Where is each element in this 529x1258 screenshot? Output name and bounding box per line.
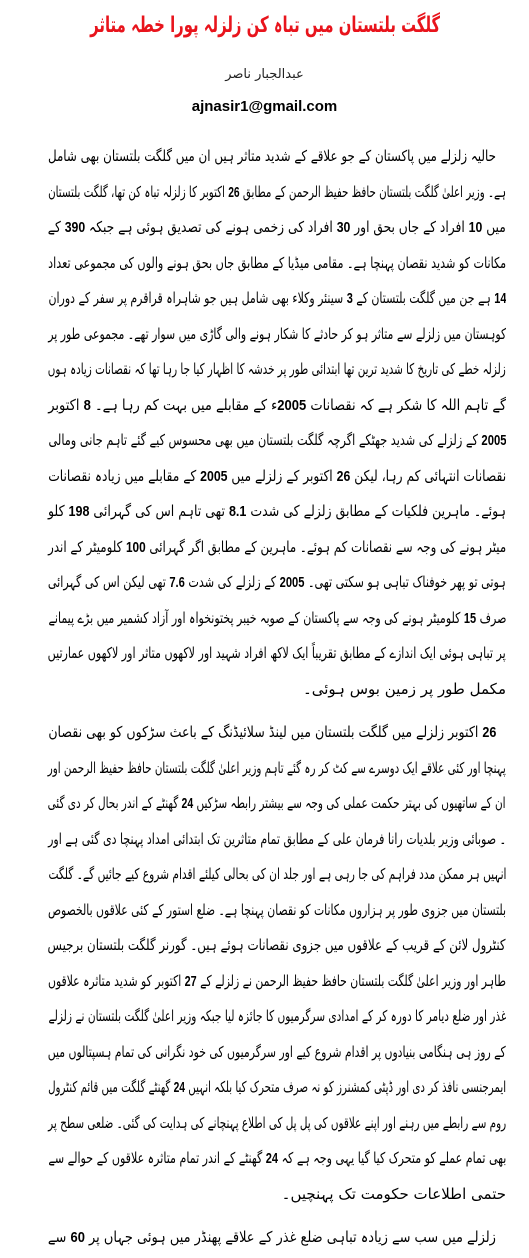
line-text: حتمی اطلاعات حکومت تک پہنچیں۔ — [281, 1184, 506, 1203]
line-text: ہوتی تو پھر خوفناک تباہی ہو سکتی تھی۔ 2005 کے زلزلے کی شدت 7.6 تھی لیکن اس کی گہرائی — [48, 573, 506, 591]
line-text: ہے۔ وزیر اعلیٰ گلگت بلتستان حافظ حفیظ الرحمن کے مطابق 26 اکتوبر کا زلزلہ تباہ کن تھا، گلگت بلتستان — [48, 182, 506, 201]
line-text: کنٹرول لائن کے قریب کے علاقوں میں جزوی نقصانات ہوئے ہیں۔ گورنر گلگت بلتستان برجیس — [48, 936, 506, 954]
line-text: 14 ہے جن میں گلگت بلتستان کے 3 سینئر وکلاء بھی شامل ہیں جو شاہراہ قراقرم پر سفر کے دوران — [48, 289, 506, 307]
line-text: روم سے رابطے میں رہنے اور اپنے علاقوں کی پل پل کی اطلاع پہنچانے کی ہدایت کی گئی۔ ضلعی سطح پر — [47, 1113, 506, 1132]
paragraph-line — [47, 672, 506, 708]
line-text: ایمرجنسی نافذ کر دی اور ڈپٹی کمشنرز کو نہ صرف متحرک کیا بلکہ انہیں 24 گھنٹے گلگت میں قائم کنٹرول — [48, 1078, 506, 1096]
paragraph-line — [47, 636, 506, 672]
line-text: گے تاہم اللہ کا شکر ہے کہ نقصانات 2005ء کے مقابلے میں بہت کم رہا ہے۔ 8 اکتوبر — [48, 395, 506, 414]
paragraph-line — [47, 893, 506, 929]
paragraph-line — [47, 246, 506, 282]
line-text: انہیں ہر ممکن مدد فراہم کی جا رہی ہے اور جلد ان کی بحالی کیلئے اقدام شروع کیے جائیں گے۔ گلگت — [48, 865, 506, 883]
line-text: کوہستان میں زلزلے سے متاثر ہو کر حادثے کا شکار ہونے والی گاڑی میں سوار تھے۔ مجموعی طور پر — [48, 324, 506, 343]
line-text: ہوئے۔ ماہرین فلکیات کے مطابق زلزلے کی شدت 8.1 تھی تاہم اس کی گہرائی 198 کلو — [48, 502, 506, 520]
paragraph-line — [47, 822, 506, 858]
line-text: ان کے ساتھیوں کی بہتر حکمت عملی کی وجہ سے بیشتر رابطہ سڑکیں 24 گھنٹے کے اندر بحال کر دی گئی — [48, 794, 506, 812]
paragraph-line — [47, 1035, 506, 1071]
line-text: زلزلہ خطے کی تاریخ کا شدید ترین تھا ابتدائی طور پر خدشہ کا اظہار کیا جا رہا تھا کہ نقصانات زیادہ ہوں — [48, 360, 506, 378]
paragraph-line — [47, 210, 506, 246]
paragraph-line — [47, 928, 506, 964]
line-text: میں 10 افراد کے جاں بحق اور 30 افراد کی زخمی ہونے کی تصدیق ہوئی ہے جبکہ 390 کے — [48, 218, 506, 236]
paragraph-line — [47, 1106, 506, 1142]
paragraph-line — [47, 175, 506, 211]
line-text: بلتستان میں جزوی طور پر ہزاروں مکانات کو نقصان پہنچا ہے۔ ضلع استور کے کئی علاقوں بالخصوص — [48, 900, 506, 919]
article-title-text: گلگت بلتستان میں تباہ کن زلزلہ پورا خطہ متاثر — [90, 13, 440, 38]
line-text: بھی تمام عملے کو متحرک کیا گیا یہی وجہ ہے کہ 24 گھنٹے کے اندر تمام متاثرہ علاقوں کے حوالے سے — [48, 1149, 506, 1167]
line-text: نقصانات انتہائی کم رہا، لیکن 26 اکتوبر کے زلزلے میں 2005 کے مقابلے میں زیادہ نقصانات — [48, 466, 506, 485]
paragraph-line — [47, 459, 506, 495]
line-text: غذر اور ضلع دیامر کا دورہ کر کے امدادی سرگرمیوں کا جائزہ لیا جبکہ وزیر اعلیٰ گلگت بلتستان نے زلزلے — [48, 1007, 506, 1025]
paragraph-line — [47, 1070, 506, 1106]
author-email-text: ajnasir1@gmail.com — [191, 98, 338, 115]
paragraph-line — [47, 388, 506, 424]
line-text: صرف 15 کلومیٹر ہونے کی وجہ سے پاکستان کے صوبہ خیبر پختونخواہ اور آزاد کشمیر میں بڑے پیمانے — [48, 608, 506, 627]
line-text: ۔ صوبائی وزیر بلدیات رانا فرمان علی کے مطابق تمام متاثرین تک ابتدائی امداد پہنچا دی گئی ہے اور — [48, 829, 506, 848]
paragraph-line — [47, 964, 506, 1000]
paragraph-line — [47, 565, 506, 601]
line-text: طاہر اور وزیر اعلیٰ گلگت بلتستان حافظ حفیظ الرحمن نے زلزلے کے 27 اکتوبر کو شدید متاثرہ علاقوں — [48, 971, 506, 990]
line-text: مکمل طور پر زمین بوس ہوئی۔ — [302, 679, 506, 698]
paragraph-line — [47, 601, 506, 637]
paragraph-line — [47, 1141, 506, 1177]
paragraph — [47, 1220, 506, 1256]
paragraph-line — [47, 857, 506, 893]
paragraph-line — [47, 317, 506, 353]
author-email — [0, 96, 529, 118]
paragraph-line — [47, 786, 506, 822]
line-text: 2005 کے زلزلے کی شدید جھٹکے اگرچہ گلگت بلتستان میں بھی محسوس کیے گئے تاہم جانی ومالی — [48, 431, 506, 449]
paragraph-line — [47, 715, 496, 751]
article-author — [0, 63, 529, 87]
paragraph — [47, 139, 506, 707]
paragraph-line — [47, 751, 506, 787]
paragraph-line — [47, 1177, 506, 1213]
line-text: 26 اکتوبر زلزلے میں گلگت بلتستان میں لینڈ سلائیڈنگ کے باعث سڑکوں کو بھی نقصان — [48, 723, 496, 741]
line-text: پر تباہی ہوئی ایک اندازے کے مطابق تقریباً ایک لاکھ افراد شہید اور لاکھوں متاثر اور لاکھوں عمارتیں — [48, 644, 506, 662]
paragraph-line — [47, 999, 506, 1035]
author-name: عبدالجبار ناصر — [225, 67, 304, 82]
line-text: کے روز ہی ہنگامی بنیادوں پر اقدام شروع کیے اور سرگرمیوں کی خود نگرانی کی تمام ہسپتالوں میں — [48, 1042, 506, 1061]
line-text: مکانات کو شدید نقصان پہنچا ہے۔ مقامی میڈیا کے مطابق جاں بحق ہونے والوں کی مجموعی تعداد — [48, 253, 506, 272]
paragraph-line — [47, 494, 506, 530]
paragraph — [47, 715, 506, 1212]
paragraph-line — [47, 281, 506, 317]
article-body — [47, 139, 506, 1256]
paragraph-line — [47, 530, 506, 566]
paragraph-line — [47, 139, 496, 175]
line-text: پہنچا اور کئی علاقے ایک دوسرے سے کٹ کر رہ گئے تاہم وزیر اعلیٰ گلگت بلتستان حافظ حفیظ الرحمن اور — [48, 758, 506, 777]
paragraph-line — [47, 1220, 496, 1256]
article-title — [89, 4, 440, 48]
line-text: حالیہ زلزلے میں پاکستان کے جو علاقے کے شدید متاثر ہیں ان میں گلگت بلتستان بھی شامل — [48, 147, 496, 165]
line-text: میٹر ہونے کی وجہ سے نقصانات کم ہوئے۔ ماہرین کے مطابق اگر گہرائی 100 کلومیٹر کے اندر — [48, 537, 506, 556]
paragraph-line — [47, 352, 506, 388]
line-text: زلزلے میں سب سے زیادہ تباہی ضلع غذر کے علاقے پھنڈر میں ہوئی جہاں پر 60 سے — [48, 1228, 496, 1246]
paragraph-line — [47, 423, 506, 459]
